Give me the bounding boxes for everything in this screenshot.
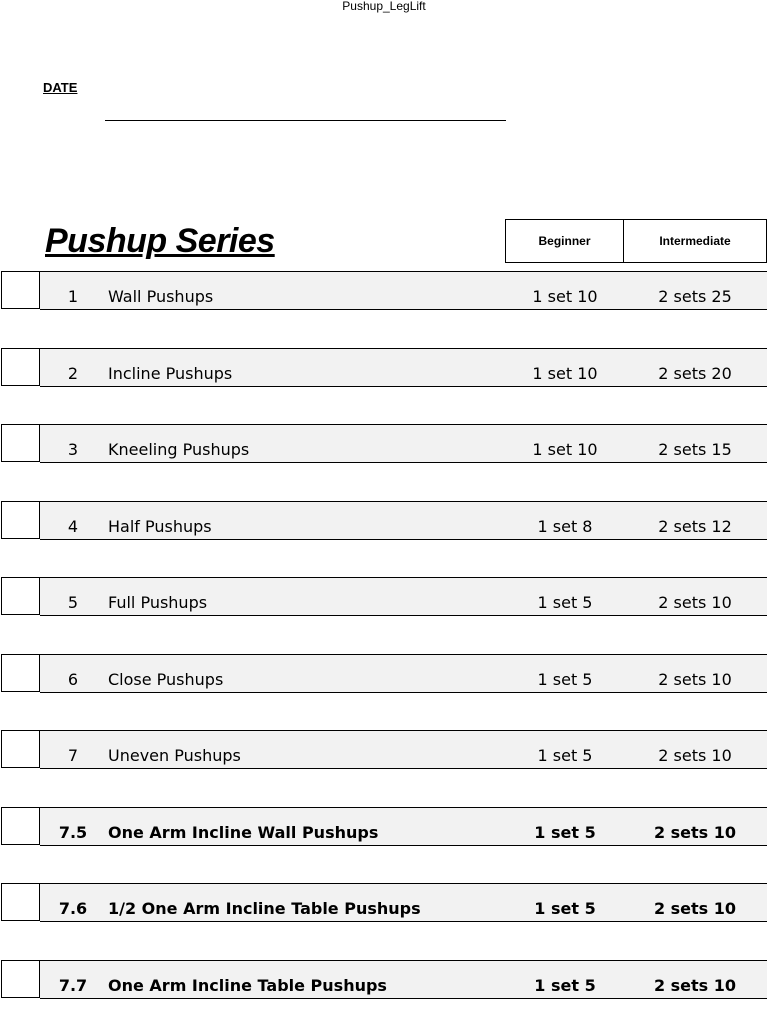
exercise-number: 7.5 bbox=[58, 822, 88, 842]
beginner-value: 1 set 5 bbox=[534, 975, 596, 995]
exercise-row bbox=[0, 424, 768, 463]
exercise-number: 6 bbox=[67, 669, 79, 689]
exercise-name: Incline Pushups bbox=[108, 363, 233, 383]
beginner-value: 1 set 5 bbox=[537, 669, 593, 689]
exercise-number: 7.6 bbox=[58, 899, 88, 918]
exercise-list bbox=[0, 271, 768, 1036]
exercise-checkbox[interactable] bbox=[1, 654, 40, 692]
exercise-name: Wall Pushups bbox=[108, 287, 214, 306]
exercise-number: 2 bbox=[67, 363, 79, 383]
exercise-row bbox=[0, 501, 768, 540]
beginner-value: 1 set 5 bbox=[537, 593, 593, 612]
intermediate-value: 2 sets 10 bbox=[653, 822, 737, 842]
exercise-row bbox=[0, 271, 768, 310]
intermediate-value: 2 sets 20 bbox=[658, 363, 732, 383]
series-title: Pushup Series bbox=[45, 222, 275, 260]
exercise-name: Close Pushups bbox=[108, 669, 224, 689]
beginner-value: 1 set 5 bbox=[534, 899, 596, 918]
level-header bbox=[505, 219, 767, 263]
intermediate-value: 2 sets 10 bbox=[658, 669, 732, 689]
exercise-row bbox=[0, 960, 768, 999]
exercise-name: 1/2 One Arm Incline Table Pushups bbox=[108, 899, 421, 918]
exercise-row bbox=[0, 730, 768, 769]
beginner-value: 1 set 5 bbox=[537, 746, 593, 765]
exercise-checkbox[interactable] bbox=[1, 730, 40, 768]
exercise-row bbox=[0, 348, 768, 387]
exercise-checkbox[interactable] bbox=[1, 577, 40, 615]
beginner-header: Beginner bbox=[506, 220, 624, 262]
exercise-name: Half Pushups bbox=[108, 516, 212, 536]
beginner-value: 1 set 10 bbox=[532, 287, 598, 306]
exercise-row bbox=[0, 654, 768, 693]
exercise-checkbox[interactable] bbox=[1, 348, 40, 386]
date-entry-line[interactable] bbox=[105, 120, 506, 121]
exercise-checkbox[interactable] bbox=[1, 883, 40, 921]
exercise-number: 1 bbox=[67, 287, 79, 306]
exercise-checkbox[interactable] bbox=[1, 807, 40, 845]
beginner-value: 1 set 10 bbox=[532, 440, 598, 459]
exercise-name: One Arm Incline Wall Pushups bbox=[108, 822, 379, 842]
exercise-row bbox=[0, 807, 768, 846]
exercise-number: 5 bbox=[67, 593, 79, 612]
exercise-checkbox[interactable] bbox=[1, 501, 40, 539]
exercise-row bbox=[0, 883, 768, 922]
exercise-row bbox=[0, 577, 768, 616]
exercise-number: 7.7 bbox=[58, 975, 88, 995]
intermediate-value: 2 sets 25 bbox=[658, 287, 732, 306]
exercise-checkbox[interactable] bbox=[1, 424, 40, 462]
exercise-checkbox[interactable] bbox=[1, 960, 40, 998]
beginner-value: 1 set 10 bbox=[532, 363, 598, 383]
exercise-number: 4 bbox=[67, 516, 79, 536]
intermediate-value: 2 sets 12 bbox=[658, 516, 732, 536]
exercise-number: 3 bbox=[67, 440, 79, 459]
exercise-number: 7 bbox=[67, 746, 79, 765]
intermediate-value: 2 sets 10 bbox=[653, 899, 737, 918]
exercise-name: Kneeling Pushups bbox=[108, 440, 250, 459]
intermediate-value: 2 sets 15 bbox=[658, 440, 732, 459]
intermediate-value: 2 sets 10 bbox=[658, 593, 732, 612]
beginner-value: 1 set 8 bbox=[537, 516, 593, 536]
beginner-value: 1 set 5 bbox=[534, 822, 596, 842]
exercise-checkbox[interactable] bbox=[1, 271, 40, 309]
intermediate-value: 2 sets 10 bbox=[658, 746, 732, 765]
exercise-name: Uneven Pushups bbox=[108, 746, 241, 765]
document-title: Pushup_LegLift bbox=[342, 0, 426, 13]
exercise-name: Full Pushups bbox=[108, 593, 208, 612]
intermediate-header: Intermediate bbox=[659, 234, 731, 248]
exercise-name: One Arm Incline Table Pushups bbox=[108, 975, 387, 995]
intermediate-value: 2 sets 10 bbox=[653, 975, 737, 995]
date-label: DATE bbox=[43, 80, 78, 95]
